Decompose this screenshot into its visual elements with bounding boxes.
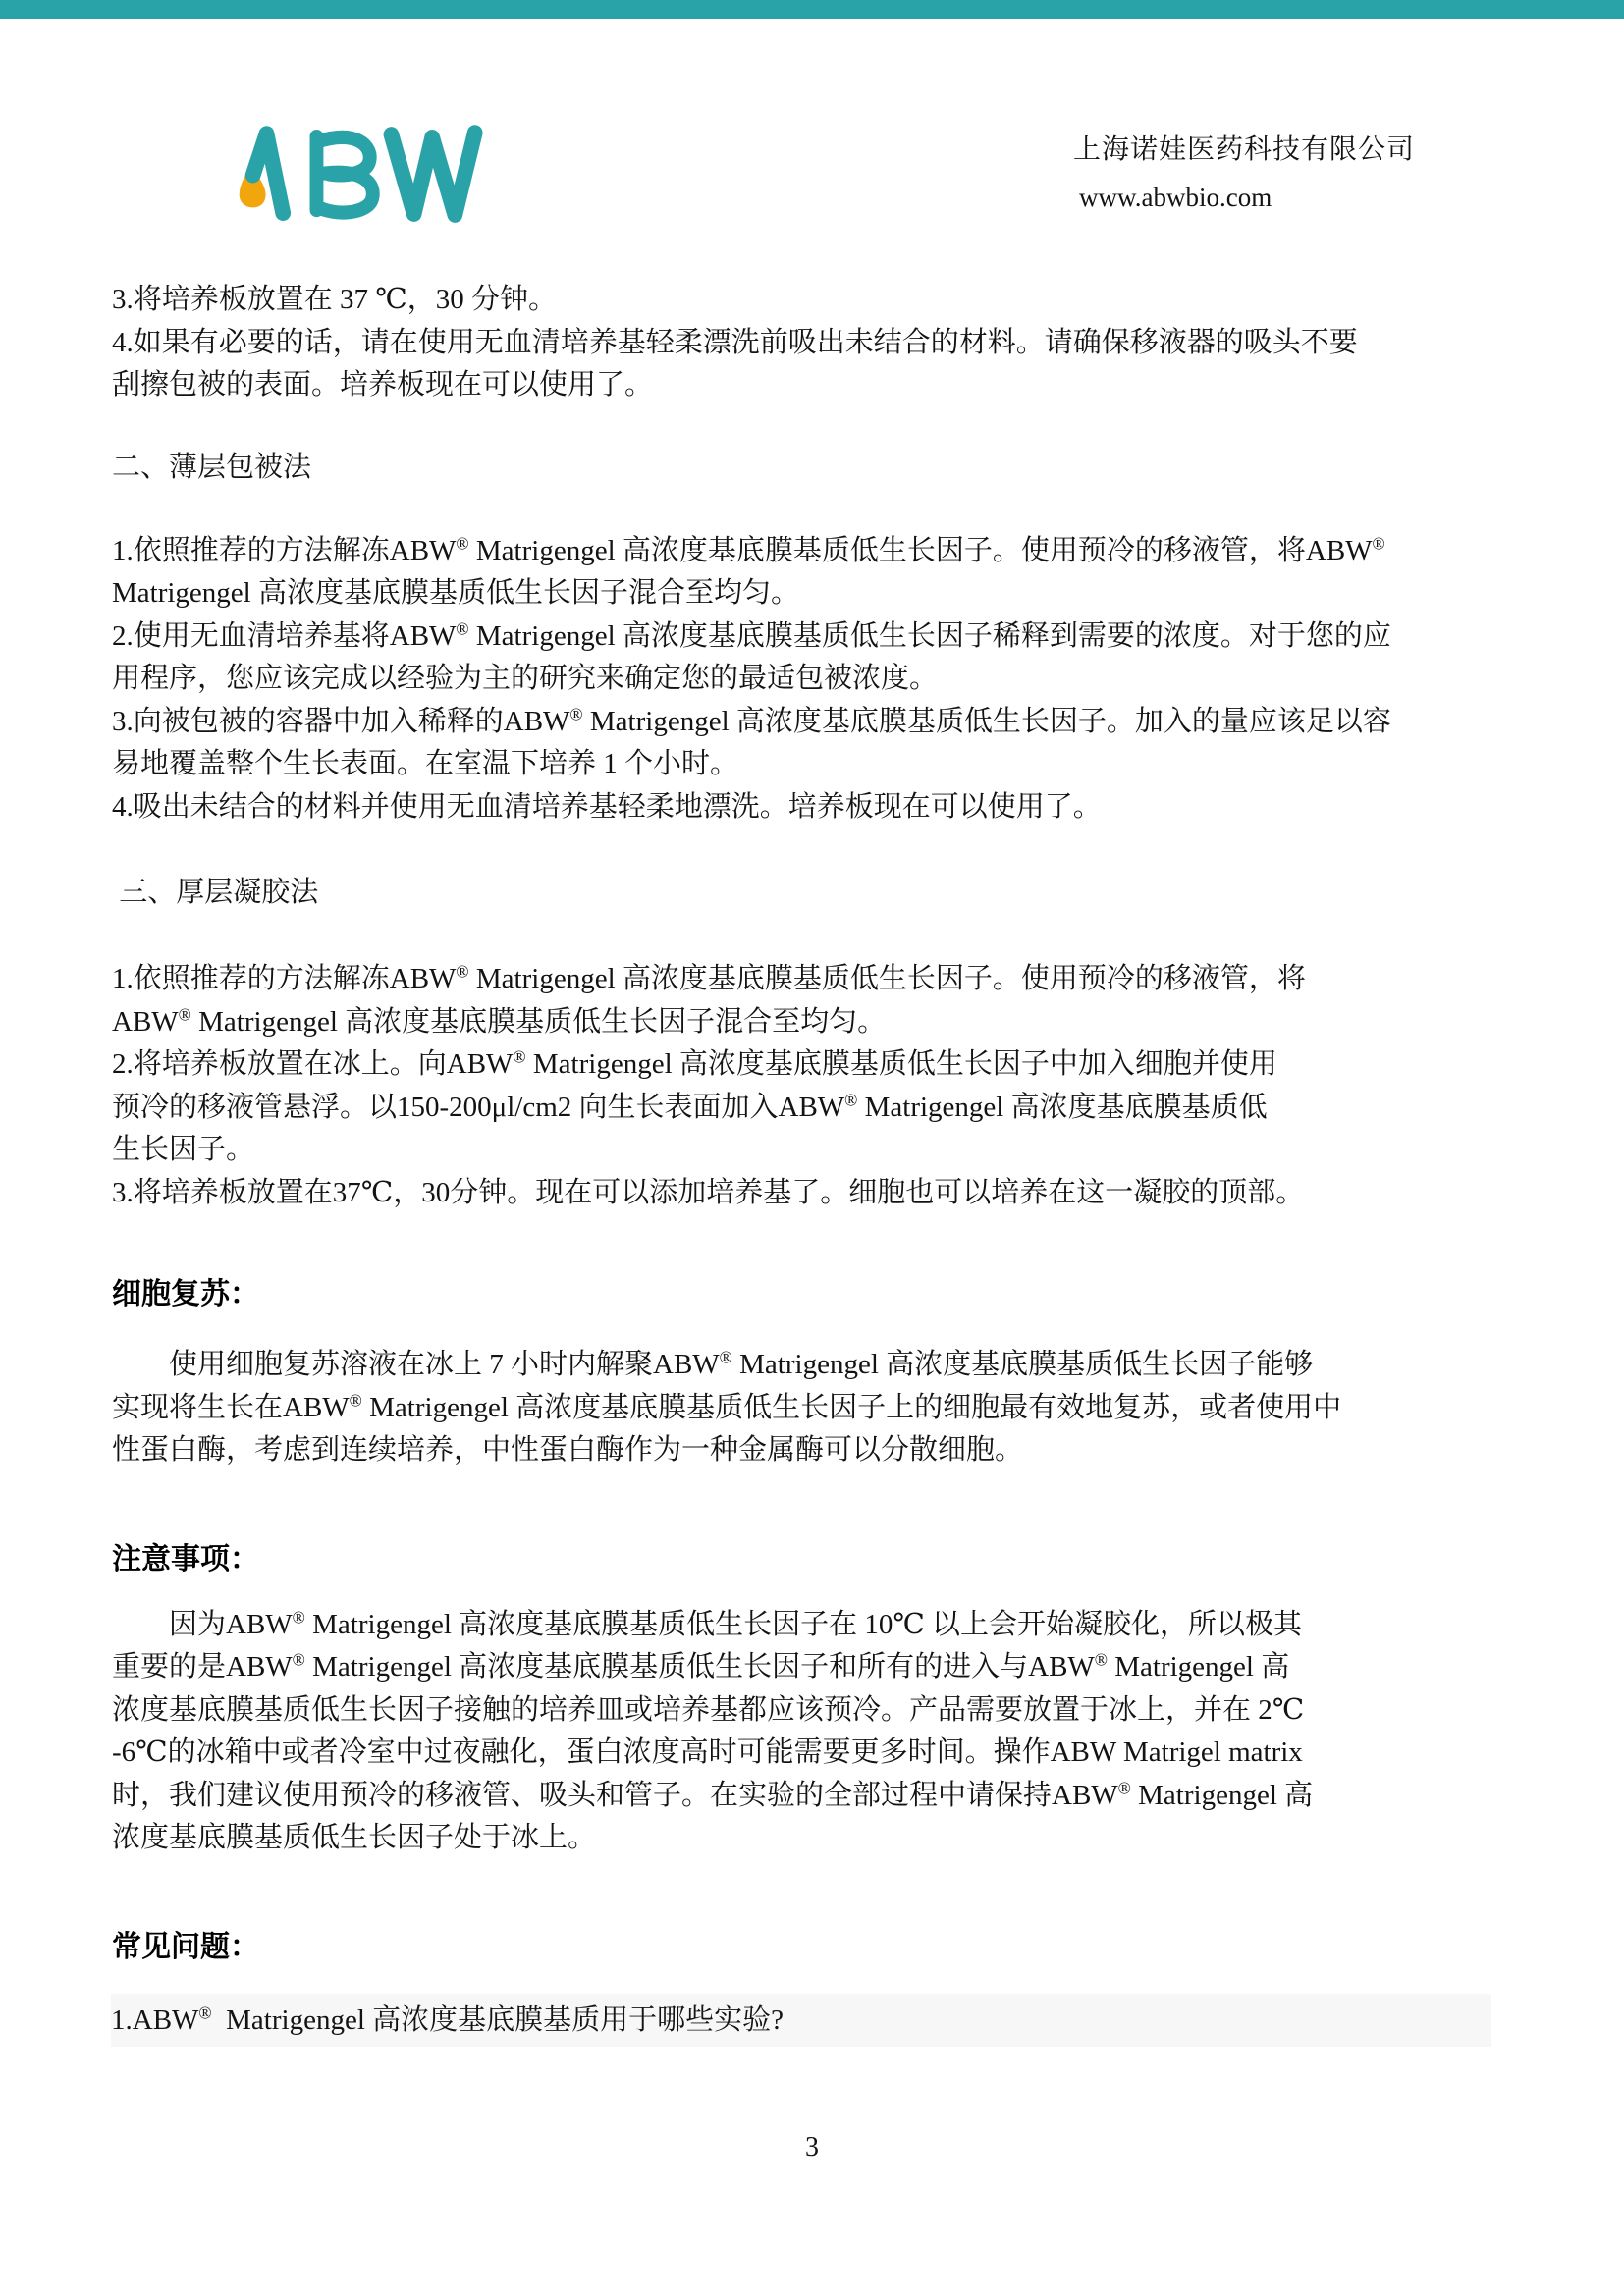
text-line: 使用细胞复苏溶液在冰上 7 小时内解聚ABW® Matrigengel 高浓度基底膜基质低生长因子能够 <box>112 1347 1314 1380</box>
text-line: 2.使用无血清培养基将ABW® Matrigengel 高浓度基底膜基质低生长因子稀释到需要的浓度。对于您的应 <box>112 617 1391 652</box>
faq-question-1: 1.ABW® Matrigengel 高浓度基底膜基质用于哪些实验? <box>111 1994 1491 2047</box>
logo-letter-b <box>316 136 372 213</box>
text-line: 4.吸出未结合的材料并使用无血清培养基轻柔地漂洗。培养板现在可以使用了。 <box>112 790 1102 823</box>
text-line: 预冷的移液管悬浮。以150-200μl/cm2 向生长表面加入ABW® Matrigengel 高浓度基底膜基质低 <box>112 1089 1268 1123</box>
text-line: 4.如果有必要的话，请在使用无血清培养基轻柔漂洗前吸出未结合的材料。请确保移液器的吸头不要 <box>112 326 1358 358</box>
text-line: Matrigengel 高浓度基底膜基质低生长因子混合至均匀。 <box>112 577 799 609</box>
company-website: www.abwbio.com <box>1079 183 1272 212</box>
intro-steps <box>112 279 1487 407</box>
faq-heading: 常见问题： <box>112 1929 259 1964</box>
cell-recovery-heading: 细胞复苏： <box>112 1277 259 1311</box>
text-line: 3.将培养板放置在 37 ℃，30 分钟。 <box>112 284 557 315</box>
precautions-paragraph <box>112 1604 1487 1860</box>
text-line: 因为ABW® Matrigengel 高浓度基底膜基质低生长因子在 10℃ 以上会开始凝胶化，所以极其 <box>112 1606 1303 1640</box>
text-line: 1.依照推荐的方法解冻ABW® Matrigengel 高浓度基底膜基质低生长因子。使用预冷的移液管，将ABW® <box>112 532 1385 566</box>
company-name: 上海诺娃医药科技有限公司 <box>1073 134 1416 165</box>
document-body <box>112 279 1487 2047</box>
abw-logo-icon <box>236 122 509 228</box>
text-line: 1.依照推荐的方法解冻ABW® Matrigengel 高浓度基底膜基质低生长因子。使用预冷的移液管，将 <box>112 961 1306 994</box>
abw-logo <box>236 122 509 228</box>
text-line: 3.将培养板放置在37℃，30分钟。现在可以添加培养基了。细胞也可以培养在这一凝胶的顶部。 <box>112 1176 1305 1208</box>
section-thick-gel-heading: 三、厚层凝胶法 <box>112 877 319 908</box>
text-line: ABW® Matrigengel 高浓度基底膜基质低生长因子混合至均匀。 <box>112 1003 887 1038</box>
thick-gel-steps <box>112 958 1487 1214</box>
text-line: 用程序，您应该完成以经验为主的研究来确定您的最适包被浓度。 <box>112 663 939 694</box>
text-line: 时，我们建议使用预冷的移液管、吸头和管子。在实验的全部过程中请保持ABW® Matrigengel 高 <box>112 1777 1314 1811</box>
top-accent-bar <box>0 0 1624 19</box>
text-line: 2.将培养板放置在冰上。向ABW® Matrigengel 高浓度基底膜基质低生长因子中加入细胞并使用 <box>112 1046 1277 1080</box>
section-thin-layer-coating-heading: 二、薄层包被法 <box>112 451 312 483</box>
text-line: 生长因子。 <box>112 1134 255 1165</box>
logo-letter-w <box>391 133 474 215</box>
page-number: 3 <box>805 2132 819 2163</box>
text-line: 刮擦包被的表面。培养板现在可以使用了。 <box>112 369 654 400</box>
text-line: 浓度基底膜基质低生长因子接触的培养皿或培养基都应该预冷。产品需要放置于冰上，并在 2℃ <box>112 1693 1305 1726</box>
precautions-heading: 注意事项： <box>112 1541 259 1576</box>
text-line: 性蛋白酶，考虑到连续培养，中性蛋白酶作为一种金属酶可以分散细胞。 <box>112 1434 1024 1466</box>
text-line: 实现将生长在ABW® Matrigengel 高浓度基底膜基质低生长因子上的细胞最有效地复苏，或者使用中 <box>112 1389 1342 1423</box>
text-line: 3.向被包被的容器中加入稀释的ABW® Matrigengel 高浓度基底膜基质低生长因子。加入的量应该足以容 <box>112 703 1391 737</box>
text-line: 浓度基底膜基质低生长因子处于冰上。 <box>112 1822 597 1853</box>
text-line: 易地覆盖整个生长表面。在室温下培养 1 个小时。 <box>112 748 739 779</box>
text-line: 重要的是ABW® Matrigengel 高浓度基底膜基质低生长因子和所有的进入与ABW® Matrigengel 高 <box>112 1649 1290 1682</box>
cell-recovery-paragraph <box>112 1344 1487 1472</box>
text-line: -6℃的冰箱中或者冷室中过夜融化，蛋白浓度高时可能需要更多时间。操作ABW Matrigel matrix <box>112 1736 1303 1768</box>
thin-layer-coating-steps <box>112 530 1487 829</box>
